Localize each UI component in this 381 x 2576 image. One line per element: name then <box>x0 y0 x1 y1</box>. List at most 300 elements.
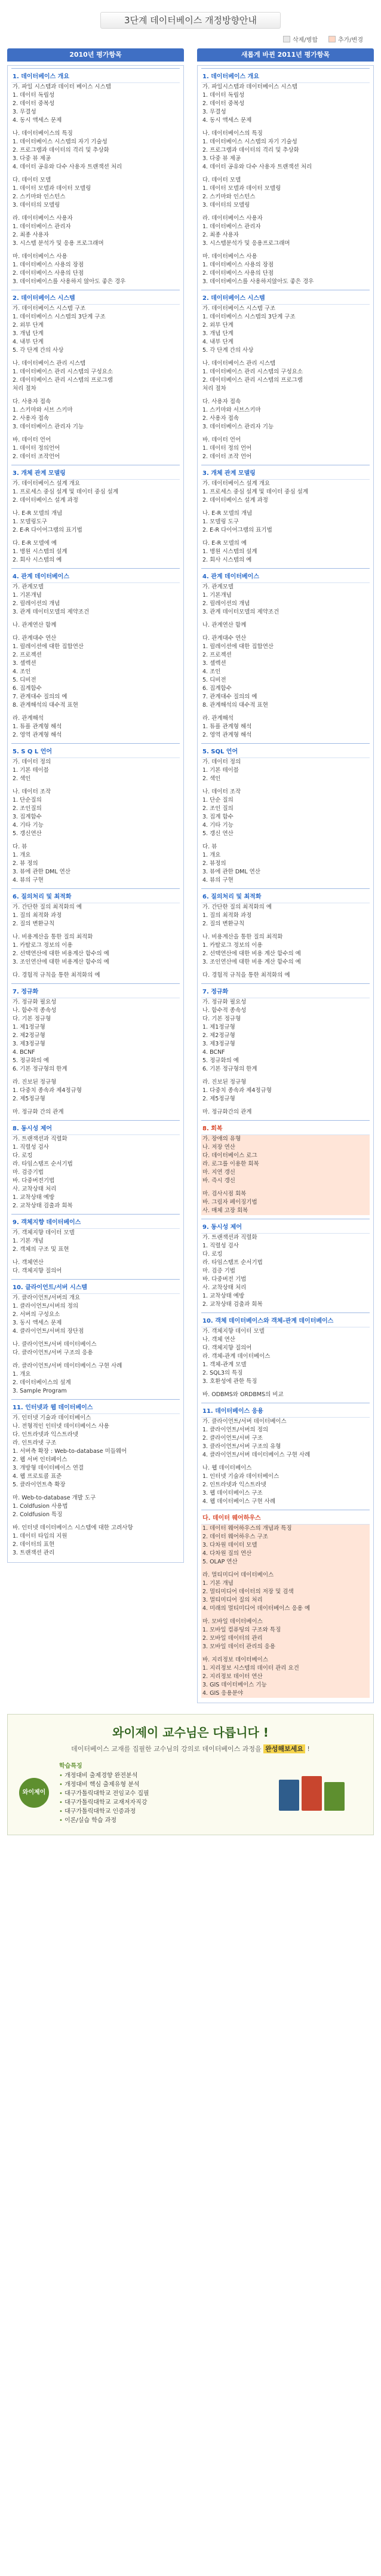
syllabus-line: 바. ODBMS와 ORDBMS의 비교 <box>202 1391 284 1398</box>
syllabus-line: 1. 기본 테이블 <box>202 767 239 774</box>
syllabus-line: 4. 조인 <box>13 668 31 675</box>
syllabus-line <box>11 838 180 843</box>
syllabus-line: 1. 기본 테이블 <box>13 767 49 774</box>
syllabus-line: 8. 관계해석의 대수적 표현 <box>13 702 78 709</box>
syllabus-line: 1. 모델링 도구 <box>202 519 239 525</box>
syllabus-line <box>11 248 180 253</box>
syllabus-line: 5. 정규화의 예 <box>202 1057 239 1064</box>
chapter-title: 7. 정규화 <box>11 983 180 998</box>
syllabus-line: 1. 개요 <box>13 852 31 858</box>
syllabus-line: 1. 스키마와 서브 스키마 <box>13 407 73 413</box>
syllabus-line: 라. 클라이언트/서버 데이터베이스 구현 사례 <box>13 1363 122 1369</box>
syllabus-line <box>201 838 370 843</box>
syllabus-line: 4. 클라이언트/서버의 장단점 <box>13 1328 84 1335</box>
syllabus-line: 사. 교착상태 처리 <box>13 1186 57 1192</box>
syllabus-line: 3. 호환성에 관한 특징 <box>202 1378 257 1385</box>
syllabus-line: 사. 교착상태 처리 <box>202 1284 247 1291</box>
syllabus-line: 3. 뷰에 관한 DML 연산 <box>13 869 71 875</box>
syllabus-line: 나. E-R 모델의 개념 <box>13 510 63 517</box>
syllabus-line: 1. 단순 질의 <box>202 797 233 804</box>
syllabus-line: 1. 모바일 컴퓨팅의 구조와 특징 <box>201 1626 370 1634</box>
chapter-title: 4. 관계 데이터베이스 <box>11 568 180 583</box>
syllabus-line: 나. 데이터베이스 관리 시스템 <box>202 360 276 367</box>
syllabus-line: 3. 데이터베이스를 사용하지않아도 좋은 경우 <box>202 278 314 285</box>
syllabus-line: 2. 객체의 구조 및 표현 <box>13 1246 69 1253</box>
syllabus-line: 3. 집계함수 <box>13 814 42 820</box>
syllabus-line: 2. 사용자 접속 <box>13 415 49 422</box>
syllabus-line: 가. 파일시스템과 데이터베이스 시스템 <box>202 84 297 90</box>
syllabus-line: 2. 스키마와 인스턴스 <box>13 194 66 200</box>
syllabus-line: 1. 서버측 확장 : Web-to-database 미들웨어 <box>13 1448 127 1455</box>
syllabus-line <box>201 1459 370 1464</box>
syllabus-line <box>11 1074 180 1078</box>
syllabus-line: 다. 사용자 접속 <box>13 398 51 405</box>
syllabus-line: 1. 개요 <box>13 1371 31 1378</box>
syllabus-line: 3. 클라이언트/서버 구조의 유형 <box>202 1443 281 1450</box>
syllabus-line: 6. 기본 정규형의 한계 <box>13 1066 67 1072</box>
syllabus-line: 마. 정규화 간의 관계 <box>13 1109 64 1115</box>
legend-kept-swatch <box>283 36 290 42</box>
syllabus-line: 2. 색인 <box>13 775 31 782</box>
instructor-badge-circle: 와이제이 <box>19 1778 49 1808</box>
syllabus-line: 가. 데이터베이스 설계 개요 <box>13 480 81 487</box>
syllabus-line: 나. 비용계산을 통한 질의 최적화 <box>202 934 283 940</box>
syllabus-line: 1. 기본 개념 <box>201 1580 370 1588</box>
chapter-title: 1. 데이터베이스 개요 <box>201 68 370 83</box>
syllabus-line: 5. 디비전 <box>202 677 226 683</box>
syllabus-line: 2. 색인 <box>202 775 221 782</box>
new-column-body <box>197 65 374 1703</box>
old-syllabus-column <box>7 48 184 1703</box>
syllabus-line: 1. 데이터 독립성 <box>13 92 55 99</box>
syllabus-line <box>201 393 370 398</box>
syllabus-line: 1. 프로세스 중심 설계 및 데이터 중심 설계 <box>13 489 119 495</box>
syllabus-line: 마. 데이터베이스 사용 <box>13 253 67 260</box>
syllabus-line: 다. 관계대수 연산 <box>13 635 57 642</box>
syllabus-line: 5. 각 단계 간의 사상 <box>202 347 254 354</box>
chapter-title: 2. 데이터베이스 시스템 <box>11 290 180 305</box>
syllabus-line <box>201 1103 370 1108</box>
syllabus-line: 3. 다중 뷰 제공 <box>202 155 241 162</box>
syllabus-line: 2. 최종 사용자 <box>13 232 49 238</box>
syllabus-line: 나. 데이터 조작 <box>13 789 51 795</box>
syllabus-line: 마. 검사시점 회복 <box>201 1190 370 1198</box>
syllabus-line: 나. 객체연산 <box>13 1259 44 1266</box>
syllabus-line: 2. 교착상태 검출과 회복 <box>202 1301 263 1308</box>
syllabus-line: 처리 절차 <box>13 385 36 392</box>
book-stack-illustration <box>274 1775 364 1811</box>
syllabus-line: 1. 데이터베이스 시스템의 3단계 구조 <box>13 314 106 320</box>
chapter-title: 9. 동시성 제어 <box>201 1219 370 1234</box>
syllabus-line: 가. 간단한 질의 최적화의 예 <box>202 904 272 910</box>
syllabus-line: 3. 모바일 데이터 관리의 응용 <box>201 1643 370 1651</box>
syllabus-line: 가. 클라이언트/서버의 개요 <box>13 1295 81 1301</box>
syllabus-line <box>201 617 370 621</box>
syllabus-line: 처리 절차 <box>202 385 226 392</box>
syllabus-line: 3. 다중 뷰 제공 <box>13 155 51 162</box>
syllabus-line: 3. 관계 데이터모델의 제약조건 <box>202 609 279 615</box>
syllabus-line: 라. 진보된 정규형 <box>202 1079 247 1085</box>
page-banner: 3단계 데이터베이스 개정방향안내 <box>100 12 281 29</box>
syllabus-line: 3. 조인연산에 대한 비용 계산 함수의 예 <box>202 959 301 965</box>
syllabus-line: 2. 최종 사용자 <box>202 232 239 238</box>
syllabus-line: 가. 데이터 정의 <box>202 759 241 765</box>
syllabus-line: 라. 관계해석 <box>202 715 233 722</box>
syllabus-line: 2. 멀티미디어 데이터의 저장 및 검색 <box>201 1588 370 1596</box>
syllabus-line: 다. 뷰 <box>202 844 217 850</box>
syllabus-line: 4. 웹 프로토콜 표준 <box>13 1473 62 1480</box>
instructor-badge <box>17 1778 51 1808</box>
syllabus-line: 5. OLAP 연산 <box>201 1558 370 1566</box>
syllabus-line: 1. 질의 최적화 과정 <box>13 912 62 919</box>
syllabus-line: 나. 함수적 종속성 <box>13 1007 57 1014</box>
syllabus-line: 1. 지리정보 시스템의 데이터 관리 요건 <box>201 1664 370 1673</box>
syllabus-line: 1. 교착상태 예방 <box>202 1293 245 1299</box>
syllabus-line: 2. 데이터 웨어하우스 구조 <box>201 1533 370 1541</box>
syllabus-line: 나. 관계연산 함께 <box>202 622 247 628</box>
syllabus-line: 라. 멀티미디어 데이터베이스 <box>201 1571 370 1580</box>
legend-kept <box>283 35 318 44</box>
syllabus-line: 다. 데이터 모델 <box>13 177 51 183</box>
syllabus-line: 3. 다차원 데이터 모델 <box>201 1541 370 1550</box>
syllabus-line: 2. E-R 다이어그램의 표기법 <box>13 527 82 533</box>
chapter-title: 4. 관계 데이터베이스 <box>201 568 370 583</box>
book-icon <box>279 1780 299 1811</box>
syllabus-line: 2. 제2정규형 <box>13 1032 45 1039</box>
syllabus-line: 가. 객체지향 데이터 모델 <box>13 1229 75 1236</box>
chapter-title: 5. SQL 언어 <box>201 743 370 758</box>
chapter-title: 10. 클라이언트/서버 시스템 <box>11 1279 180 1294</box>
syllabus-line: 1. 질의 최적화 과정 <box>202 912 252 919</box>
syllabus-line: 2. 데이터의 표현 <box>13 1541 55 1548</box>
syllabus-line: 다. 데이터베이스 로그 <box>201 1152 370 1160</box>
syllabus-line: 3. 시스템 분석가 및 응용 프로그래머 <box>13 240 104 247</box>
syllabus-line: 2. 데이터베이스 관리 시스템의 프로그램 <box>202 377 303 384</box>
syllabus-line <box>11 967 180 971</box>
syllabus-line: 2. 제5정규형 <box>13 1096 45 1102</box>
syllabus-line: 나. E-R 모델의 개념 <box>202 510 253 517</box>
syllabus-line: 4. 기타 기능 <box>13 822 44 829</box>
syllabus-line <box>201 535 370 539</box>
syllabus-line: 3. 개념 단계 <box>13 330 44 337</box>
syllabus-line: 2. 뷰정의 <box>202 860 226 867</box>
syllabus-line: 다. 로킹 <box>202 1251 223 1258</box>
syllabus-line: 바. 그림자 페이징기법 <box>201 1198 370 1207</box>
syllabus-line: 다. 인트라넷과 익스트라넷 <box>13 1431 79 1438</box>
syllabus-line: 가. 관계모델 <box>202 584 233 590</box>
syllabus-line: 1. 릴레이션에 대한 집합연산 <box>202 643 274 650</box>
syllabus-line: 다. 로킹 <box>13 1152 33 1159</box>
feature-items <box>59 1771 266 1825</box>
syllabus-line: 라. 타임스탬프 순서기법 <box>13 1161 73 1167</box>
syllabus-line: 라. 데이터베이스 사용자 <box>13 215 73 222</box>
syllabus-line: 바. 지리정보 데이터베이스 <box>201 1656 370 1664</box>
syllabus-line: 1. 데이터베이스 사용의 장점 <box>202 262 274 268</box>
feature-item: • 개정대비 핵심 출제유형 분석 <box>59 1780 266 1789</box>
chapter-title: 9. 객체지향 데이터베이스 <box>11 1214 180 1229</box>
syllabus-line: 가. 데이터베이스 시스템 구조 <box>13 305 86 312</box>
syllabus-line: 1. 데이터베이스 사용의 장점 <box>13 262 84 268</box>
syllabus-line: 3. 제3정규형 <box>13 1041 45 1047</box>
syllabus-line: 3. 동시 액세스 문제 <box>13 1320 62 1326</box>
syllabus-line: 나. 비용계산을 통한 질의 최적화 <box>13 934 93 940</box>
syllabus-line: 2. 조인질의 <box>13 805 42 812</box>
chapter-title: 10. 객체 데이터베이스와 객체-관계 데이터베이스 <box>201 1312 370 1327</box>
syllabus-line: 1. 데이터 타입의 지원 <box>13 1533 67 1540</box>
syllabus-line: 4. 클라이언트/서버 데이터베이스 구현 사례 <box>202 1452 311 1458</box>
syllabus-line: 라. 타임스탬프 순서기법 <box>202 1259 263 1266</box>
syllabus-line: 1. 기본개념 <box>13 592 42 599</box>
syllabus-line <box>11 355 180 360</box>
syllabus-line: 2. 질의 변환규칙 <box>13 921 55 927</box>
syllabus-line: 7. 관계대수 질의의 예 <box>202 694 257 700</box>
syllabus-line: 가. 정규화 필요성 <box>202 999 247 1005</box>
syllabus-line: 라. 진보된 정규형 <box>13 1079 57 1085</box>
syllabus-line: 마. Web-to-database 개발 도구 <box>13 1495 96 1501</box>
syllabus-line: 다. 클라이언트/서버 구조의 응용 <box>13 1350 93 1356</box>
syllabus-line: 다. 기본 정규형 <box>202 1016 241 1022</box>
syllabus-line: 5. 갱신 연산 <box>202 830 233 837</box>
syllabus-line <box>201 210 370 214</box>
syllabus-line: 3. 집계 함수 <box>202 814 233 820</box>
syllabus-line: 바. 다중버전기법 <box>13 1177 55 1184</box>
syllabus-line: 5. 클라이언트측 확장 <box>13 1482 66 1488</box>
syllabus-line: 2. 제5정규형 <box>202 1096 235 1102</box>
syllabus-line: 2. 데이터베이스 사용의 단점 <box>13 270 84 277</box>
syllabus-line: 1. 튜플 관계형 해석 <box>202 723 252 730</box>
syllabus-line: 2. 사용자 접속 <box>202 415 239 422</box>
syllabus-line: 2. 데이터 조작언어 <box>13 453 60 460</box>
promo-subtitle <box>17 1744 364 1753</box>
syllabus-line: 3. 시스템분석가 및 응용프로그래머 <box>202 240 290 247</box>
syllabus-line: 나. 웹 데이터베이스 <box>202 1465 252 1471</box>
chapter-title: 다. 데이터 웨어하우스 <box>201 1510 370 1525</box>
syllabus-line: 나. 클라이언트/서버 데이터베이스 <box>13 1341 97 1348</box>
syllabus-line: 2. 웹 서버 인터페이스 <box>13 1456 67 1463</box>
syllabus-line: 2. 제2정규형 <box>202 1032 235 1039</box>
syllabus-line: 2. 데이터 중복성 <box>202 100 245 107</box>
syllabus-line: 1. 데이터베이스 관리 시스템의 구성요소 <box>13 369 113 375</box>
chapter-title: 6. 질의처리 및 최적화 <box>201 888 370 903</box>
syllabus-line: 1. 프로세스 중심 설계 및 데이터 중심 설계 <box>202 489 309 495</box>
feature-item: • 개정대비 출제경향 완전분석 <box>59 1771 266 1780</box>
syllabus-line <box>11 171 180 176</box>
syllabus-line: 1. 클라이언트/서버의 정의 <box>13 1303 79 1310</box>
syllabus-line: 6. 집계함수 <box>13 685 42 692</box>
syllabus-line: 1. 기본 개념 <box>13 1238 44 1244</box>
syllabus-line: 1. 인터넷 기술과 데이터베이스 <box>202 1473 279 1480</box>
syllabus-line: 다. 경험적 규칙을 통한 최적화의 예 <box>13 972 100 979</box>
syllabus-line <box>11 783 180 788</box>
syllabus-line: 3. 개방형 데이터베이스 연결 <box>13 1465 84 1471</box>
promo-title: 와이제이 교수님은 다릅니다 ! <box>112 1725 269 1740</box>
chapter-title: 3. 개체 관계 모델링 <box>11 465 180 480</box>
syllabus-line: 4. 기타 기능 <box>202 822 233 829</box>
syllabus-line <box>201 630 370 634</box>
syllabus-line: 3. 제3정규형 <box>202 1041 235 1047</box>
syllabus-line: 나. 전형적인 인터넷 데이터베이스 사용 <box>13 1423 109 1430</box>
syllabus-line: 2. 프로젝션 <box>202 652 232 658</box>
syllabus-line: 라. 관계해석 <box>13 715 44 722</box>
syllabus-line <box>201 248 370 253</box>
syllabus-line: 가. 객체지향 데이터 모델 <box>202 1328 265 1335</box>
syllabus-line <box>11 210 180 214</box>
syllabus-line: 1. 데이터 정의 언어 <box>202 445 252 452</box>
syllabus-line: 나. 함수적 종속성 <box>202 1007 247 1014</box>
syllabus-line: 바. 즉시 갱신 <box>201 1177 370 1185</box>
syllabus-line: 5. 갱신연산 <box>13 830 42 837</box>
syllabus-line: 가. 인터넷 기술과 데이터베이스 <box>13 1415 91 1421</box>
syllabus-line <box>201 505 370 510</box>
syllabus-line: 2. 릴레이션의 개념 <box>13 600 60 607</box>
syllabus-line: 2. 클라이언트/서버 구조 <box>202 1435 263 1442</box>
syllabus-line: 2. 릴레이션의 개념 <box>202 600 250 607</box>
feature-list-label: 학습특징 <box>59 1763 82 1770</box>
syllabus-line <box>11 1254 180 1259</box>
syllabus-line: 5. 각 단계 간의 사상 <box>13 347 64 354</box>
syllabus-line: 1. 데이터베이스 관리 시스템의 구성요소 <box>202 369 303 375</box>
syllabus-line: 2. 프로그램과 데이터의 격리 및 추상화 <box>202 147 299 154</box>
chapter-title: 8. 동시성 제어 <box>11 1120 180 1135</box>
legend-added <box>328 35 363 44</box>
syllabus-line: 2. 데이터베이스 설계 과정 <box>13 497 78 504</box>
syllabus-line: 4. 다차원 질의 연산 <box>201 1550 370 1558</box>
chapter-title: 6. 질의처리 및 최적화 <box>11 888 180 903</box>
syllabus-line <box>11 1103 180 1108</box>
legend-kept-label: 삭제/병합 <box>292 37 318 44</box>
syllabus-line: 2. E-R 다이어그램의 표기법 <box>202 527 272 533</box>
syllabus-line: 사. 매체 고장 회복 <box>201 1207 370 1215</box>
syllabus-line: 바. 다중버전 기법 <box>202 1276 247 1283</box>
syllabus-line: 1. 데이터 모델과 데이터 모델링 <box>13 185 91 192</box>
syllabus-line: 1. 데이터베이스 시스템의 자기 기술성 <box>13 139 107 145</box>
syllabus-line: 7. 관계대수 질의의 예 <box>13 694 67 700</box>
syllabus-line: 2. Coldfusion 특징 <box>13 1511 63 1518</box>
syllabus-line <box>201 125 370 130</box>
syllabus-line: 3. 셀렉션 <box>13 660 36 667</box>
syllabus-line: 가. 데이터베이스 시스템 구조 <box>202 305 276 312</box>
syllabus-line <box>11 1519 180 1524</box>
page <box>0 12 381 1835</box>
syllabus-line <box>11 928 180 933</box>
syllabus-line <box>11 710 180 714</box>
syllabus-line: 2. 외부 단계 <box>13 322 44 329</box>
syllabus-line: 3. 조인연산에 대한 비용계산 함수의 예 <box>13 959 109 965</box>
syllabus-line: 2. 영역 관계형 해석 <box>13 732 62 738</box>
syllabus-line: 라. 객체-관계 데이터베이스 <box>202 1353 271 1360</box>
syllabus-line: 나. 데이터베이스의 특징 <box>202 130 263 137</box>
new-column-header: 새롭게 바뀐 2011년 평가항목 <box>197 48 374 62</box>
syllabus-line: 3. 개념 단계 <box>202 330 233 337</box>
syllabus-line: 다. 객체지향 질의어 <box>202 1345 252 1351</box>
promo-subtitle-highlight: 완성해보세요 <box>263 1744 305 1753</box>
syllabus-line: 라. 로그를 이용한 회복 <box>201 1160 370 1169</box>
syllabus-line: 다. 기본 정규형 <box>13 1016 51 1022</box>
syllabus-line: 마. 지연 갱신 <box>201 1169 370 1177</box>
syllabus-line: 마. 검증 기법 <box>202 1268 235 1274</box>
syllabus-line: 4. GIS 응용분야 <box>201 1689 370 1698</box>
syllabus-line: 나. 관계연산 함께 <box>13 622 57 628</box>
syllabus-line: 1. 카탈로그 정보의 이용 <box>13 942 73 949</box>
syllabus-line: 나. 데이터베이스의 특징 <box>13 130 73 137</box>
syllabus-line: 2. 데이터베이스 설계 과정 <box>202 497 268 504</box>
syllabus-line: 2. 인트라넷과 익스트라넷 <box>202 1482 266 1488</box>
syllabus-line: 3. GIS 데이터베이스 기능 <box>201 1681 370 1689</box>
syllabus-line: 2. 데이터베이스의 설계 <box>13 1379 71 1386</box>
syllabus-line: 라. 인트라넷 구조 <box>13 1440 57 1446</box>
chapter-title: 11. 데이터베이스 응용 <box>201 1403 370 1418</box>
syllabus-line: 1. 모델링도구 <box>13 519 47 525</box>
old-column-header: 2010년 평가항목 <box>7 48 184 62</box>
chapter-title: 1. 데이터베이스 개요 <box>11 68 180 83</box>
syllabus-line: 1. 제1정규형 <box>13 1024 45 1031</box>
chapter-title: 5. S Q L 언어 <box>11 743 180 758</box>
syllabus-line: 3. 데이터의 모델링 <box>13 202 60 208</box>
legend-added-swatch <box>328 36 336 42</box>
syllabus-line: 4. 데이터 공유와 다수 사용자 트랜잭션 처리 <box>13 164 122 170</box>
syllabus-line: 1. 데이터베이스 관리자 <box>13 223 71 230</box>
legend-added-label: 추가/변경 <box>337 37 363 44</box>
syllabus-line: 1. 데이터 웨어하우스의 개념과 특징 <box>201 1525 370 1533</box>
chapter-title: 2. 데이터베이스 시스템 <box>201 290 370 305</box>
syllabus-line: 나. 객체 연산 <box>202 1336 235 1343</box>
syllabus-line: 바. 데이터 언어 <box>13 437 51 443</box>
syllabus-line: 다. 경험적 규칙을 통한 최적화의 예 <box>202 972 290 979</box>
syllabus-line: 가. 장애의 유형 <box>201 1135 370 1143</box>
promo-subtitle-suffix: ! <box>305 1745 310 1753</box>
syllabus-line: 4. 미래의 멀티미디어 데이터베이스 응용 예 <box>201 1605 370 1613</box>
syllabus-line <box>11 393 180 398</box>
syllabus-line: 가. 간단한 질의 최적화의 예 <box>13 904 82 910</box>
syllabus-line: 4. 데이터 공유와 다수 사용자 트랜잭션 처리 <box>202 164 312 170</box>
syllabus-line: 2. 데이터베이스 관리 시스템의 프로그램 <box>13 377 113 384</box>
syllabus-line: 1. 개요 <box>202 852 221 858</box>
syllabus-line: 가. 클라이언트/서버 데이터베이스 <box>202 1418 287 1425</box>
comparison-columns <box>0 48 381 1703</box>
syllabus-line <box>201 431 370 436</box>
syllabus-line: 2. 데이터베이스 사용의 단점 <box>202 270 274 277</box>
syllabus-line: 2. SQL3의 특징 <box>202 1370 243 1376</box>
syllabus-line: 1. 직렬성 검사 <box>202 1243 239 1249</box>
syllabus-line: 3. 셀렉션 <box>202 660 226 667</box>
syllabus-line: 바. 데이터 언어 <box>202 437 241 443</box>
syllabus-line: 3. 관계 데이터모델의 제약조건 <box>13 609 90 615</box>
syllabus-line: 3. 무결성 <box>13 109 36 115</box>
feature-item: • 이론/실습 학습 과정 <box>59 1816 266 1825</box>
syllabus-line: 마. 검증기법 <box>13 1169 44 1176</box>
syllabus-line: 1. 튜플 관계형 해석 <box>13 723 62 730</box>
syllabus-line: 3. 데이터베이스를 사용하지 않아도 좋은 경우 <box>13 278 126 285</box>
syllabus-line: 5. 정규화의 예 <box>13 1057 49 1064</box>
syllabus-line: 가. 데이터베이스 설계 개요 <box>202 480 271 487</box>
syllabus-line: 1. 클라이언트/서버의 정의 <box>202 1427 269 1433</box>
syllabus-line <box>11 125 180 130</box>
syllabus-line <box>201 171 370 176</box>
feature-list <box>59 1761 266 1825</box>
legend <box>0 35 363 44</box>
syllabus-line: 1. 데이터베이스 시스템의 자기 기술성 <box>202 139 297 145</box>
syllabus-line <box>11 1336 180 1341</box>
syllabus-line: 1. 데이터 모델과 데이터 모델링 <box>202 185 281 192</box>
promo-body <box>17 1761 364 1825</box>
syllabus-line: 4. 뷰의 구현 <box>202 877 233 884</box>
syllabus-line: 1. 다중치 종속과 제4정규형 <box>13 1087 82 1094</box>
syllabus-line: 4. 웹 데이터베이스 구현 사례 <box>202 1498 276 1505</box>
syllabus-line <box>201 1613 370 1618</box>
syllabus-line: 1. 카탈로그 정보의 이용 <box>202 942 263 949</box>
syllabus-line: 1. 교착상태 예방 <box>13 1194 55 1201</box>
chapter-title: 8. 회복 <box>201 1120 370 1135</box>
